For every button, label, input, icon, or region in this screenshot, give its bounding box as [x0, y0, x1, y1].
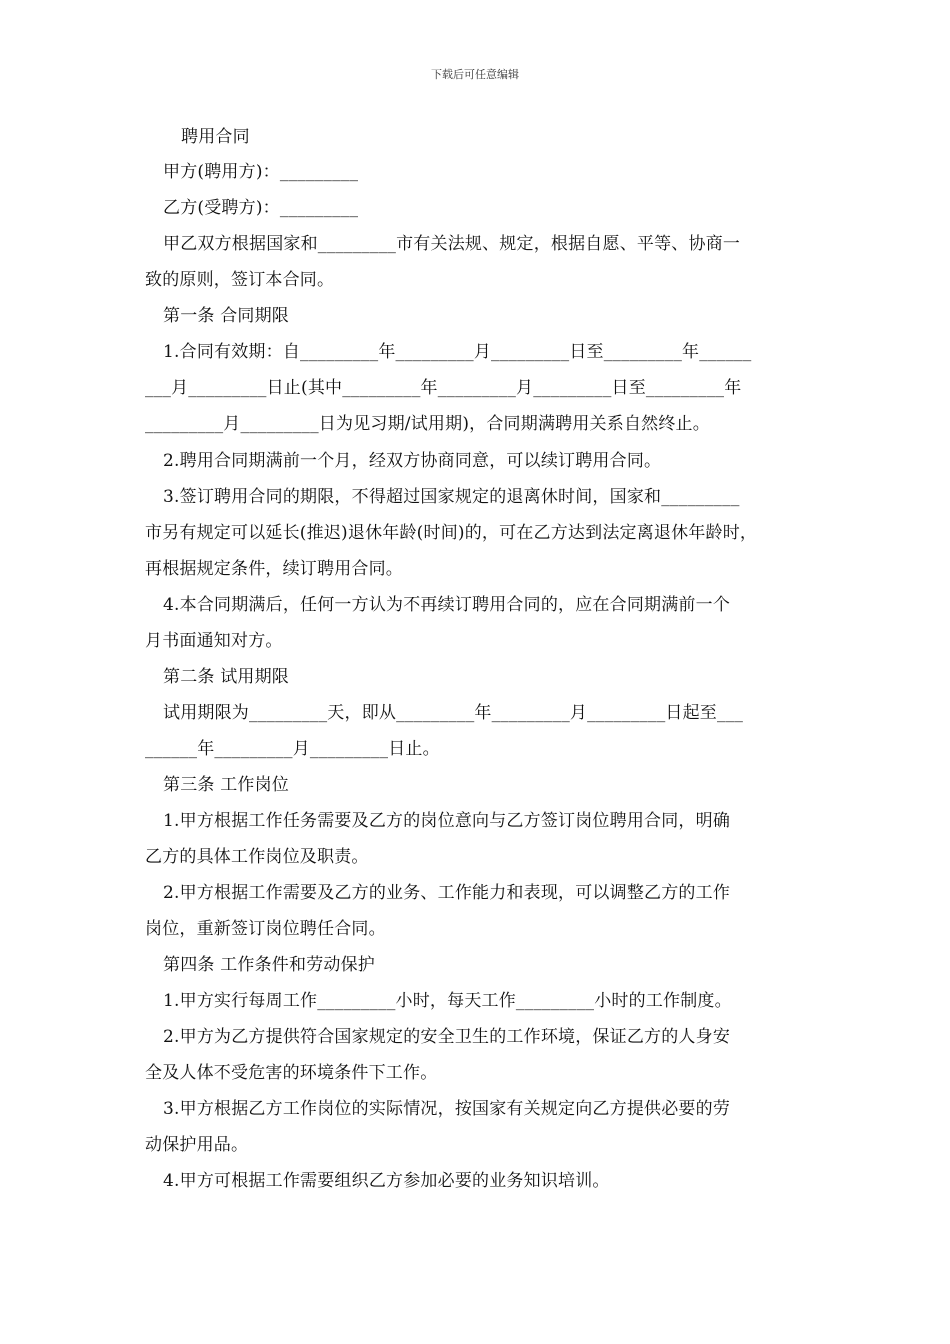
paragraph-line: 试用期限为_________天，即从_________年_________月_________日起至___ [163, 703, 744, 723]
paragraph-line: 4.甲方可根据工作需要组织乙方参加必要的业务知识培训。 [163, 1171, 610, 1191]
paragraph-line: _________月_________日为见习期/试用期)，合同期满聘用关系自然终止。 [145, 414, 710, 434]
party-b-line: 乙方(受聘方)：_________ [163, 198, 359, 218]
paragraph-line: ______年_________月_________日止。 [145, 739, 440, 759]
paragraph-line: 甲乙双方根据国家和_________市有关法规、规定，根据自愿、平等、协商一 [163, 234, 741, 254]
section-heading: 第四条 工作条件和劳动保护 [163, 955, 376, 975]
party-a-line: 甲方(聘用方)：_________ [163, 162, 359, 182]
paragraph-line: 岗位，重新签订岗位聘任合同。 [145, 919, 386, 939]
paragraph-line: 乙方的具体工作岗位及职责。 [145, 847, 369, 867]
paragraph-line: 1.合同有效期：自_________年_________月_________日至_________年______ [163, 342, 752, 362]
paragraph-line: 2.聘用合同期满前一个月，经双方协商同意，可以续订聘用合同。 [163, 451, 662, 471]
paragraph-line: 月书面通知对方。 [145, 631, 283, 651]
page-header: 下载后可任意编辑 [431, 68, 519, 81]
section-heading: 第一条 合同期限 [163, 306, 290, 326]
paragraph-line: 动保护用品。 [145, 1135, 249, 1155]
paragraph-line: 致的原则，签订本合同。 [145, 270, 335, 290]
paragraph-line: 全及人体不受危害的环境条件下工作。 [145, 1063, 438, 1083]
paragraph-line: 市另有规定可以延长(推迟)退休年龄(时间)的，可在乙方达到法定离退休年龄时， [145, 523, 758, 543]
paragraph-line: 3.签订聘用合同的期限，不得超过国家规定的退离休时间，国家和_________ [163, 487, 740, 507]
paragraph-line: ___月_________日止(其中_________年_________月_________日至_________年 [145, 378, 742, 398]
document-title: 聘用合同 [181, 127, 250, 147]
paragraph-line: 2.甲方为乙方提供符合国家规定的安全卫生的工作环境，保证乙方的人身安 [163, 1027, 731, 1047]
paragraph-line: 1.甲方实行每周工作_________小时，每天工作_________小时的工作制度。 [163, 991, 732, 1011]
section-heading: 第三条 工作岗位 [163, 775, 290, 795]
paragraph-line: 1.甲方根据工作任务需要及乙方的岗位意向与乙方签订岗位聘用合同，明确 [163, 811, 731, 831]
paragraph-line: 再根据规定条件，续订聘用合同。 [145, 559, 403, 579]
paragraph-line: 4.本合同期满后，任何一方认为不再续订聘用合同的，应在合同期满前一个 [163, 595, 731, 615]
paragraph-line: 2.甲方根据工作需要及乙方的业务、工作能力和表现，可以调整乙方的工作 [163, 883, 731, 903]
paragraph-line: 3.甲方根据乙方工作岗位的实际情况，按国家有关规定向乙方提供必要的劳 [163, 1099, 731, 1119]
section-heading: 第二条 试用期限 [163, 667, 290, 687]
